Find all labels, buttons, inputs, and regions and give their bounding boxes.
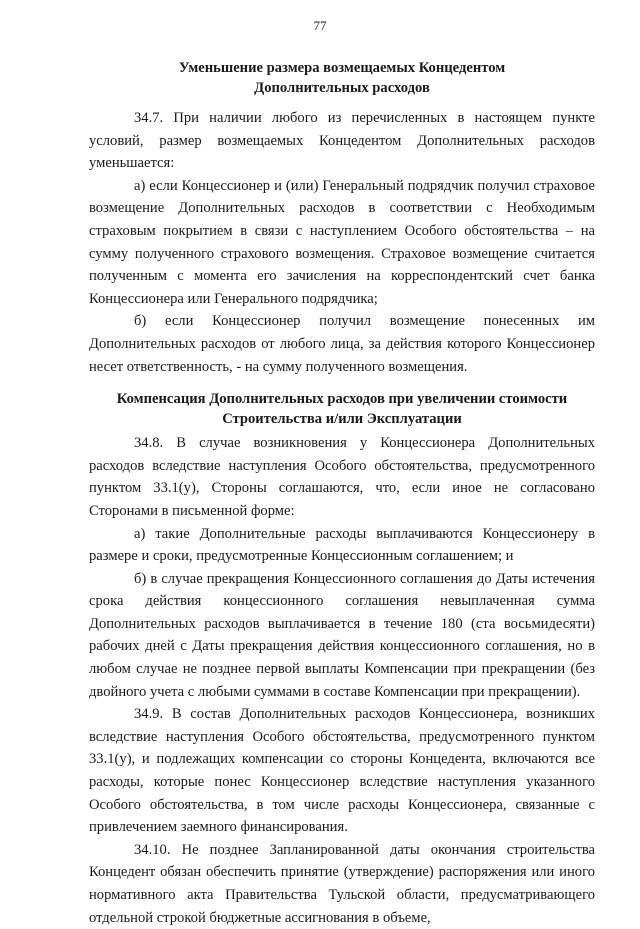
heading-line: Уменьшение размера возмещаемых Концедентом [178,60,506,76]
clause-34-9: 34.9. В состав Дополнительных расходов Концессионера, возникших вследствие наступления Особого обстоятельства, предусмотренного пунктом 33.1(у), и подлежащих компенсации со стороны Концедента, включаются все расходы, которые понес Концессионер вследствие наступления указанного Особого обстоятельства, в том числе расходы Концессионера, связанные с привлечением заемного финансирования. [89,706,595,836]
subclause-b-reimbursement: б) если Концессионер получил возмещение понесенных им Дополнительных расходов от любого лица, за действия которого Концессионер несет ответственность, - на сумму полученного возмещения. [89,313,595,375]
heading-line: Дополнительных расходов [254,80,430,96]
subclause-a-insurance: а) если Концессионер и (или) Генеральный подрядчик получил страховое возмещение Дополнительных расходов в соответствии с Необходимым страховым покрытием в связи с наступлением Особого обстоятельства – на сумму полученного страхового возмещения. Страховое возмещение считается полученным с момента его зачисления на корреспондентский счет банка Концессионера или Генерального подрядчика; [89,177,595,307]
page-number: 77 [313,18,327,33]
subclause-b-termination: б) в случае прекращения Концессионного соглашения до Даты истечения срока действия концессионного соглашения невыплаченная сумма Дополнительных расходов выплачивается в течение 180 (ста восьмидесяти) рабочих дней с Даты прекращения действия концессионного соглашения, но в любом случае не позднее первой выплаты Компенсации при прекращении (без двойного учета с любыми суммами в составе Компенсации при прекращении). [89,570,595,700]
heading-line: Компенсация Дополнительных расходов при увеличении стоимости [116,391,568,408]
subclause-a-payment: а) такие Дополнительные расходы выплачиваются Концессионеру в размере и сроки, предусмотренные Концессионным соглашением; и [89,525,595,565]
clause-34-10: 34.10. Не позднее Запланированной даты окончания строительства Концедент обязан обеспечить принятие (утверждение) распоряжения или иного нормативного акта Правительства Тульской области, предусматривающего отдельной строкой бюджетные ассигнования в объеме, [89,841,595,926]
clause-34-8: 34.8. В случае возникновения у Концессионера Дополнительных расходов вследствие наступления Особого обстоятельства, предусмотренного пунктом 33.1(у), Стороны соглашаются, что, если иное не согласовано Сторонами в письменной форме: [89,435,595,519]
section-heading-expense-reduction [89,58,595,98]
document-body [89,58,595,929]
clause-34-7: 34.7. При наличии любого из перечисленных в настоящем пункте условий, размер возмещаемых Концедентом Дополнительных расходов уменьшается: [89,110,595,172]
heading-line: Строительства и/или Эксплуатации [222,411,462,428]
section-heading-expense-compensation [89,389,595,429]
